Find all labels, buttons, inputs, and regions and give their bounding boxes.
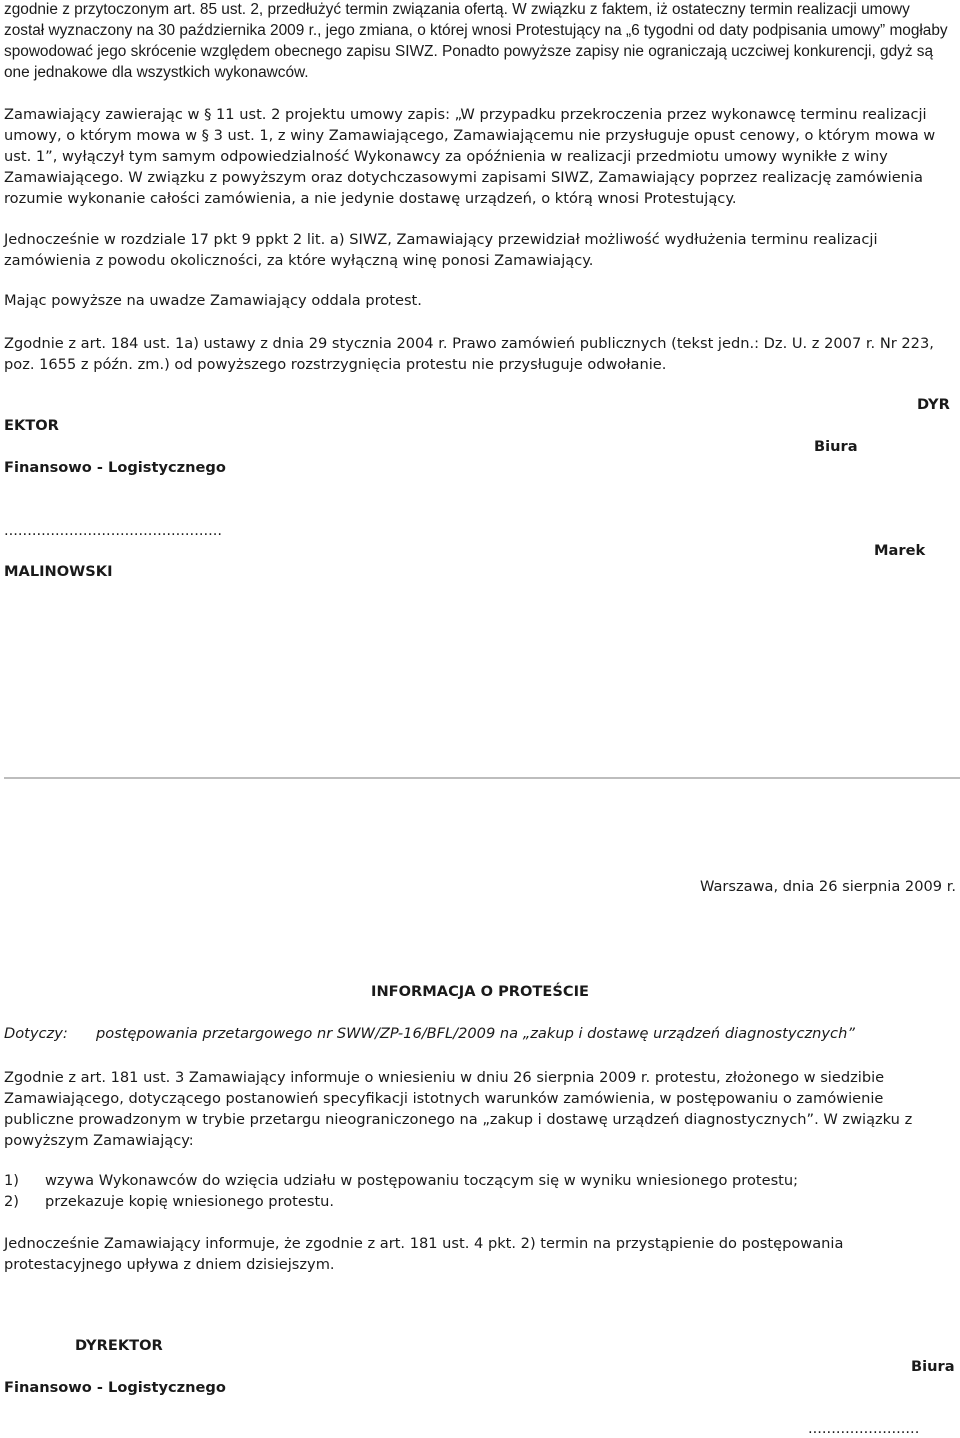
paragraph-closing: Jednocześnie Zamawiający informuje, że zgodnie z art. 181 ust. 4 pkt. 2) termin na przystąpienie do postępowania protestacyjnego upływa z dniem dzisiejszym. <box>4 1235 844 1273</box>
paragraph-penalty-clause: Zamawiający zawierając w § 11 ust. 2 projektu umowy zapis: „W przypadku przekroczenia przez wykonawcę terminu realizacji umowy, o którym mowa w § 3 ust. 1, z winy Zamawiającego, Zamawiającemu nie przysługuje opust cenowy, o którym mowa w ust. 1”, wyłączył tym samym odpowiedzialność Wykonawcy za opóźnienia w realizacji przedmiotu umowy wynikłe z winy Zamawiającego. W związku z powyższym oraz dotychczasowymi zapisami SIWZ, Zamawiający poprzez realizację zamówienia rozumie wykonanie całości zamówienia, a nie jedynie dostawę urządzeń, o którą wnosi Protestujący. <box>4 106 936 207</box>
paragraph-term-extension: Jednocześnie w rozdziale 17 pkt 9 ppkt 2 lit. a) SIWZ, Zamawiający przewidział możliwość wydłużenia terminu realizacji zamówienia z powodu okoliczności, za które wyłączną winę ponosi Zamawiający. <box>4 231 878 269</box>
paragraph-intro: Zgodnie z art. 181 ust. 3 Zamawiający informuje o wniesieniu w dniu 26 sierpnia 2009 r. protestu, złożonego w siedzibie Zamawiającego, dotyczącego postanowień specyfikacji istotnych warunków zamówienia, w postępowaniu o zamówienie publiczne prowadzonym w trybie przetargu nieograniczonego na „zakup i dostawę urządzeń diagnostycznych”. W związku z powyższym Zamawiający: <box>4 1069 913 1149</box>
signature-department: Finansowo - Logistycznego <box>4 1379 226 1396</box>
place-date: Warszawa, dnia 26 sierpnia 2009 r. <box>699 878 956 895</box>
list-number: 2) <box>4 1193 19 1210</box>
signature-title-dyr: DYR <box>917 396 950 413</box>
signature-biura: Biura <box>814 438 858 455</box>
signature-first-name: Marek <box>874 542 926 559</box>
paragraph-legal-basis: Zgodnie z art. 184 ust. 1a) ustawy z dnia 29 stycznia 2004 r. Prawo zamówień publicznych (tekst jedn.: Dz. U. z 2007 r. Nr 223, poz. 1655 z późn. zm.) od powyższego rozstrzygnięcia protestu nie przysługuje odwołanie. <box>4 335 934 373</box>
signature-director: DYREKTOR <box>75 1337 163 1354</box>
signature-surname: MALINOWSKI <box>4 563 113 580</box>
document-title: INFORMACJA O PROTEŚCIE <box>371 983 589 1000</box>
subject-text: postępowania przetargowego nr SWW/ZP-16/BFL/2009 na „zakup i dostawę urządzeń diagnostycznych” <box>96 1025 855 1042</box>
list-text: wzywa Wykonawców do wzięcia udziału w postępowaniu toczącym się w wyniku wniesionego protestu; <box>45 1172 799 1189</box>
signature-biura: Biura <box>911 1358 955 1375</box>
signature-line: ........................ <box>808 1420 920 1437</box>
signature-line: ............................................... <box>4 522 223 539</box>
list-number: 1) <box>4 1172 19 1189</box>
list-text: przekazuje kopię wniesionego protestu. <box>45 1193 335 1210</box>
page-divider <box>4 777 960 779</box>
signature-department: Finansowo - Logistycznego <box>4 459 226 476</box>
signature-title-ektor: EKTOR <box>4 417 59 434</box>
paragraph-protest-term: zgodnie z przytoczonym art. 85 ust. 2, przedłużyć termin związania ofertą. W związku z faktem, iż ostateczny termin realizacji umowy został wyznaczony na 30 października 2009 r., jego zmiana, o której wnosi Protestujący na „6 tygodni od daty podpisania umowy” mogłaby spowodować jego skrócenie względem obecnego zapisu SIWZ. Ponadto powyższe zapisy nie ograniczają uczciwej konkurencji, gdyż są one jednakowe dla wszystkich wykonawców. <box>4 1 948 81</box>
subject-label: Dotyczy: <box>4 1025 68 1042</box>
paragraph-decision: Mając powyższe na uwadze Zamawiający oddala protest. <box>4 292 422 309</box>
